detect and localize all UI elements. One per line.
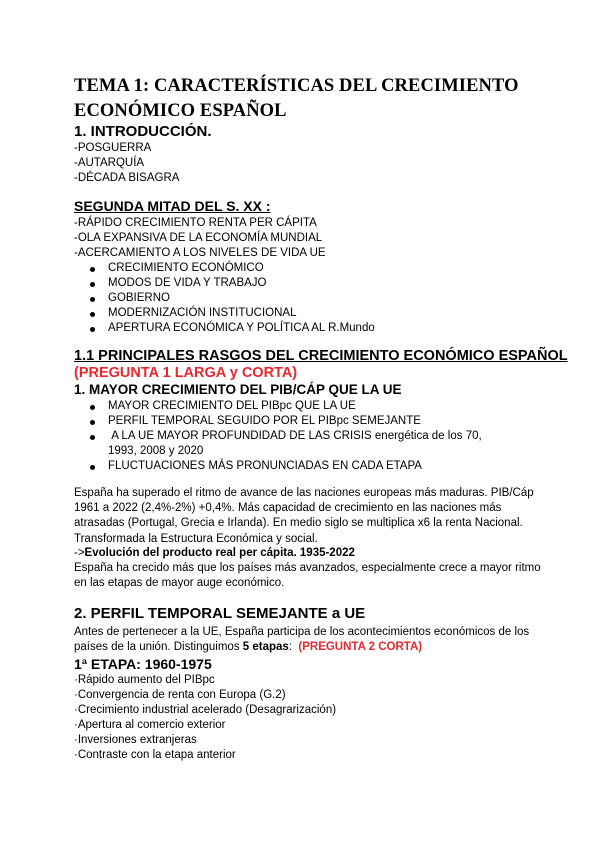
etapa-item: ·Crecimiento industrial acelerado (Desagrarización) bbox=[74, 704, 337, 716]
rasgos-heading: 1.1 PRINCIPALES RASGOS DEL CRECIMIENTO ECONÓMICO ESPAÑOL bbox=[74, 348, 568, 364]
evolucion-arrow: -> bbox=[74, 547, 85, 559]
segunda-bullet: APERTURA ECONÓMICA Y POLÍTICA AL R.Mundo bbox=[108, 322, 375, 334]
perfil-intro-colon: : bbox=[288, 641, 292, 654]
etapa-item: ·Inversiones extranjeras bbox=[74, 734, 197, 746]
segunda-bullet: CRECIMIENTO ECONÓMICO bbox=[108, 262, 264, 274]
segunda-bullet: GOBIERNO bbox=[108, 292, 170, 304]
etapa-item: ·Contraste con la etapa anterior bbox=[74, 749, 236, 761]
segunda-item: -ACERCAMIENTO A LOS NIVELES DE VIDA UE bbox=[74, 247, 326, 259]
title-line-1: TEMA 1: CARACTERÍSTICAS DEL CRECIMIENTO bbox=[74, 76, 519, 96]
intro-item: -DÉCADA BISAGRA bbox=[74, 172, 180, 184]
intro-item: -POSGUERRA bbox=[74, 142, 152, 154]
rasgos-tag: (PREGUNTA 1 LARGA y CORTA) bbox=[74, 365, 298, 381]
perfil-intro-text: Antes de pertenecer a la UE, España participa de los acontecimientos económicos de los países de la unión. Distinguimos bbox=[74, 626, 530, 654]
rasgos-bullet: PERFIL TEMPORAL SEGUIDO POR EL PIBpc SEMEJANTE bbox=[108, 415, 421, 427]
bullet-icon bbox=[90, 405, 95, 410]
evolucion-bold: Evolución del producto real per cápita. 1935-2022 bbox=[84, 547, 355, 559]
rasgos-paragraph-1: España ha superado el ritmo de avance de las naciones europeas más maduras. PIB/Cáp 1961 a 2022 (2,4%-2%) +0,4%. Más capacidad de crecimiento en las naciones más atrasadas (Portugal, Grecia e Irlanda). En medio siglo se multiplica x6 la renta Nacional. Transformada la Estructura Económica y social. bbox=[74, 487, 534, 545]
perfil-intro bbox=[74, 625, 544, 655]
etapa-heading: 1ª ETAPA: 1960-1975 bbox=[74, 656, 212, 672]
segunda-bullet: MODERNIZACIÓN INSTITUCIONAL bbox=[108, 307, 297, 319]
segunda-item: -RÁPIDO CRECIMIENTO RENTA PER CÁPITA bbox=[74, 217, 317, 229]
perfil-tag: (PREGUNTA 2 CORTA) bbox=[298, 641, 423, 654]
evolucion-line bbox=[74, 546, 355, 561]
intro-item: -AUTARQUÍA bbox=[74, 157, 145, 169]
title-line-2: ECONÓMICO ESPAÑOL bbox=[74, 101, 287, 121]
rasgos-paragraph-2: España ha crecido más que los países más avanzados, especialmente crece a mayor ritmo en las etapas de mayor auge económico. bbox=[74, 562, 541, 590]
bullet-icon bbox=[90, 312, 95, 317]
segunda-item: -OLA EXPANSIVA DE LA ECONOMÍA MUNDIAL bbox=[74, 232, 323, 244]
rasgos-bullet: MAYOR CRECIMIENTO DEL PIBpc QUE LA UE bbox=[108, 400, 356, 412]
etapa-item: ·Convergencia de renta con Europa (G.2) bbox=[74, 689, 286, 701]
etapa-item: ·Rápido aumento del PIBpc bbox=[74, 674, 215, 686]
perfil-heading: 2. PERFIL TEMPORAL SEMEJANTE a UE bbox=[74, 605, 366, 622]
etapa-item: ·Apertura al comercio exterior bbox=[74, 719, 226, 731]
rasgos-bullet: A LA UE MAYOR PROFUNDIDAD DE LAS CRISIS energética de los 70, 1993, 2008 y 2020 bbox=[108, 430, 485, 457]
segunda-heading: SEGUNDA MITAD DEL S. XX : bbox=[74, 198, 271, 214]
bullet-icon bbox=[90, 297, 95, 302]
segunda-bullet: MODOS DE VIDA Y TRABAJO bbox=[108, 277, 267, 289]
rasgos-bullet: FLUCTUACIONES MÁS PRONUNCIADAS EN CADA ETAPA bbox=[108, 460, 422, 472]
perfil-intro-bold: 5 etapas bbox=[242, 641, 289, 654]
intro-heading: 1. INTRODUCCIÓN. bbox=[74, 123, 212, 140]
bullet-icon bbox=[90, 327, 95, 332]
bullet-icon bbox=[90, 267, 95, 272]
bullet-icon bbox=[90, 465, 95, 470]
bullet-icon bbox=[90, 420, 95, 425]
bullet-icon bbox=[90, 282, 95, 287]
bullet-icon bbox=[90, 435, 95, 440]
rasgos-subheading: 1. MAYOR CRECIMIENTO DEL PIB/CÁP QUE LA UE bbox=[74, 382, 402, 397]
